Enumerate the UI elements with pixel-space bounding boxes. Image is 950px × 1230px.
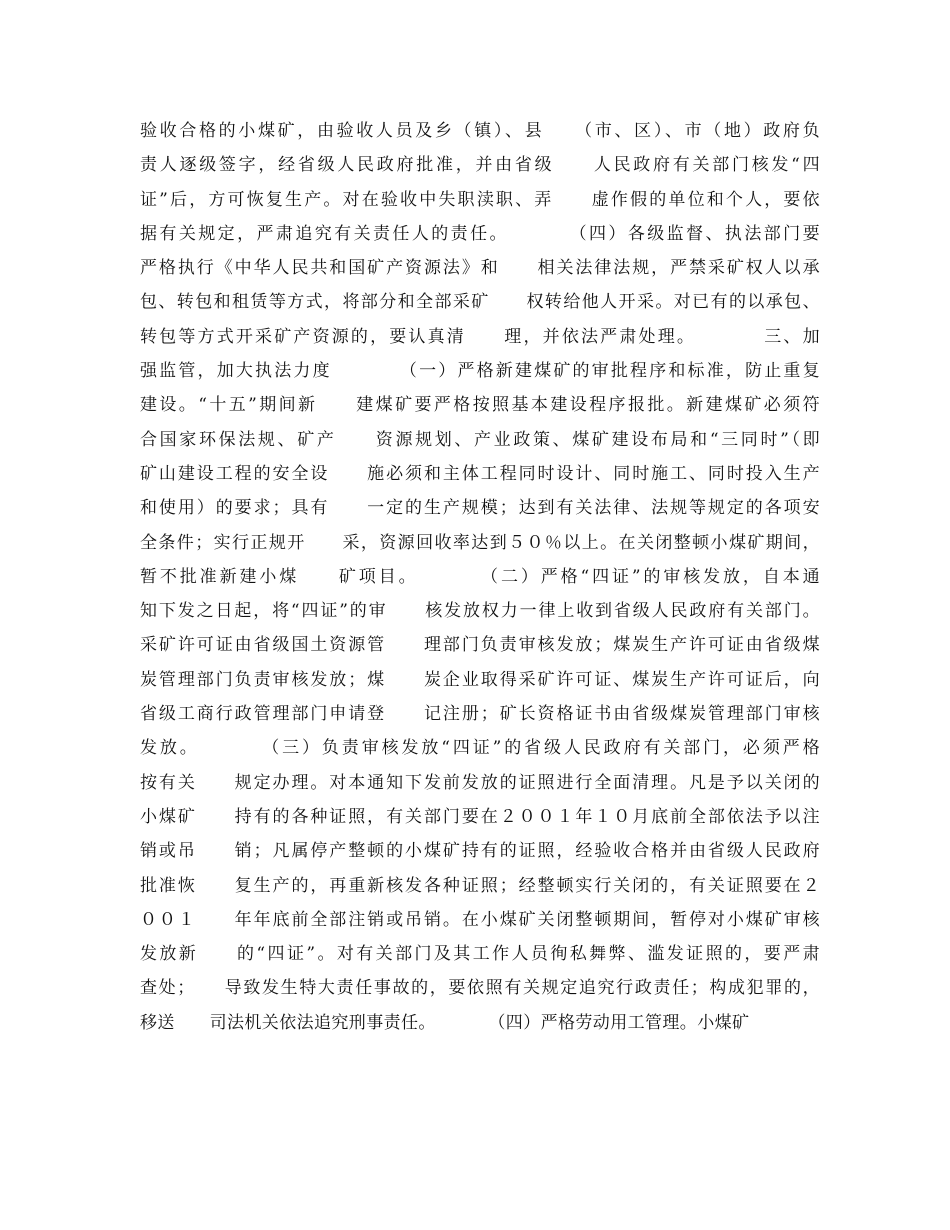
text-line: 知下发之日起，将“四证”的审 核发放权力一律上收到省级人民政府有关部门。 (140, 601, 820, 622)
text-line: 批准恢 复生产的，再重新核发各种证照；经整顿实行关闭的，有关证照要在２ (140, 875, 820, 896)
text-line: 矿山建设工程的安全设 施必须和主体工程同时设计、同时施工、同时投入生产 (140, 463, 820, 484)
body-text (140, 114, 820, 1040)
text-line: 强监管，加大执法力度 （一）严格新建煤矿的审批程序和标准，防止重复 (140, 361, 820, 382)
text-line: 省级工商行政管理部门申请登 记注册；矿长资格证书由省级煤炭管理部门审核 (140, 704, 820, 725)
text-line: 发放新 的“四证”。对有关部门及其工作人员徇私舞弊、滥发证照的，要严肃 (140, 944, 820, 965)
text-line: 按有关 规定办理。对本通知下发前发放的证照进行全面清理。凡是予以关闭的 (140, 772, 820, 793)
text-line: 严格执行《中华人民共和国矿产资源法》和 相关法律法规，严禁采矿权人以承 (140, 258, 820, 279)
text-line: 建设。“十五”期间新 建煤矿要严格按照基本建设程序报批。新建煤矿必须符 (140, 395, 820, 416)
text-line: 发放。 （三）负责审核发放“四证”的省级人民政府有关部门，必须严格 (140, 738, 820, 759)
text-line: 炭管理部门负责审核发放；煤 炭企业取得采矿许可证、煤炭生产许可证后，向 (140, 669, 820, 690)
text-line: 包、转包和租赁等方式，将部分和全部采矿 权转给他人开采。对已有的以承包、 (140, 292, 820, 313)
text-line: 证”后，方可恢复生产。对在验收中失职渎职、弄 虚作假的单位和个人，要依 (140, 189, 820, 210)
text-line: 和使用）的要求；具有 一定的生产规模；达到有关法律、法规等规定的各项安 (140, 498, 820, 519)
text-line: 查处； 导致发生特大责任事故的，要依照有关规定追究行政责任；构成犯罪的， (140, 978, 820, 999)
text-line: 合国家环保法规、矿产 资源规划、产业政策、煤矿建设布局和“三同时”（即 (140, 429, 820, 450)
text-line: 验收合格的小煤矿，由验收人员及乡（镇）、县 （市、区）、市（地）政府负 (140, 121, 820, 141)
text-line: 全条件；实行正规开 采，资源回收率达到５０％以上。在关闭整顿小煤矿期间， (140, 532, 820, 553)
text-line: 采矿许可证由省级国土资源管 理部门负责审核发放；煤炭生产许可证由省级煤 (140, 635, 820, 656)
text-line: 小煤矿 持有的各种证照，有关部门要在２００１年１０月底前全部依法予以注 (140, 806, 820, 827)
text-line: 据有关规定，严肃追究有关责任人的责任。 （四）各级监督、执法部门要 (140, 223, 820, 244)
text-line: 责人逐级签字，经省级人民政府批准，并由省级 人民政府有关部门核发“四 (140, 155, 820, 176)
text-line: 暂不批准新建小煤 矿项目。 （二）严格“四证”的审核发放，自本通 (140, 566, 820, 587)
text-line: ００１ 年年底前全部注销或吊销。在小煤矿关闭整顿期间，暂停对小煤矿审核 (140, 909, 820, 930)
text-line: 移送 司法机关依法追究刑事责任。 （四）严格劳动用工管理。小煤矿 (140, 1012, 750, 1033)
text-line: 销或吊 销；凡属停产整顿的小煤矿持有的证照，经验收合格并由省级人民政府 (140, 841, 820, 862)
text-line: 转包等方式开采矿产资源的，要认真清 理，并依法严肃处理。 三、加 (140, 326, 820, 347)
